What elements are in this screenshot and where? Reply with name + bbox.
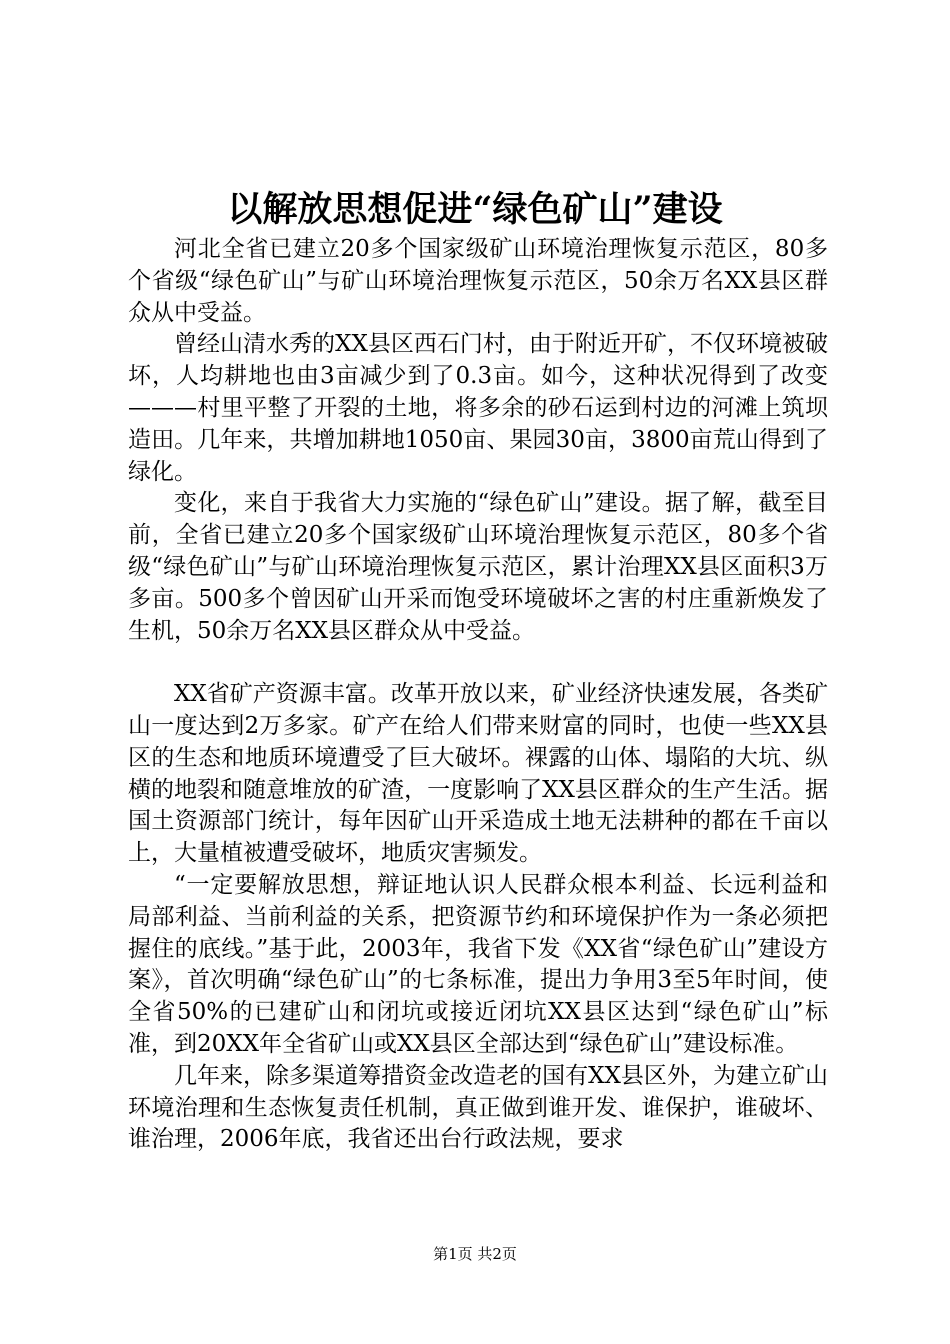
paragraph-5: “一定要解放思想，辩证地认识人民群众根本利益、长远利益和局部利益、当前利益的关系，把资源节约和环境保护作为一条必须把握住的底线。”基于此，2003年，我省下发《XX省“绿色矿山”建设方案》，首次明确“绿色矿山”的七条标准，提出力争用3至5年时间，使全省50%的已建矿山和闭坑或接近闭坑XX县区达到“绿色矿山”标准，到20XX年全省矿山或XX县区全部达到“绿色矿山”建设标准。 (128, 871, 828, 1057)
paragraph-1: 河北全省已建立20多个国家级矿山环境治理恢复示范区，80多个省级“绿色矿山”与矿山环境治理恢复示范区，50余万名XX县区群众从中受益。 (128, 236, 828, 326)
paragraph-spacer (128, 647, 828, 679)
paragraph-3: 变化，来自于我省大力实施的“绿色矿山”建设。据了解，截至目前，全省已建立20多个国家级矿山环境治理恢复示范区，80多个省级“绿色矿山”与矿山环境治理恢复示范区，累计治理XX县区面积3万多亩。500多个曾因矿山开采而饱受环境破坏之害的村庄重新焕发了生机，50余万名XX县区群众从中受益。 (128, 490, 828, 644)
paragraph-6: 几年来，除多渠道筹措资金改造老的国有XX县区外，为建立矿山环境治理和生态恢复责任机制，真正做到谁开发、谁保护，谁破坏、谁治理，2006年底，我省还出台行政法规，要求 (128, 1062, 828, 1153)
paragraph-4: XX省矿产资源丰富。改革开放以来，矿业经济快速发展，各类矿山一度达到2万多家。矿产在给人们带来财富的同时，也使一些XX县区的生态和地质环境遭受了巨大破坏。裸露的山体、塌陷的大坑、纵横的地裂和随意堆放的矿渣，一度影响了XX县区群众的生产生活。据国土资源部门统计，每年因矿山开采造成土地无法耕种的都在千亩以上，大量植被遭受破坏，地质灾害频发。 (128, 681, 828, 867)
document-body (128, 234, 828, 1156)
document-title: 以解放思想促进“绿色矿山”建设 (227, 189, 723, 230)
paragraph-2: 曾经山清水秀的XX县区西石门村，由于附近开矿，不仅环境被破坏，人均耕地也由3亩减少到了0.3亩。如今，这种状况得到了改变———村里平整了开裂的土地，将多余的砂石运到村边的河滩上筑坝造田。几年来，共增加耕地1050亩、果园30亩，3800亩荒山得到了绿化。 (128, 331, 828, 485)
page-footer: 第1页 共2页 (433, 1245, 517, 1263)
